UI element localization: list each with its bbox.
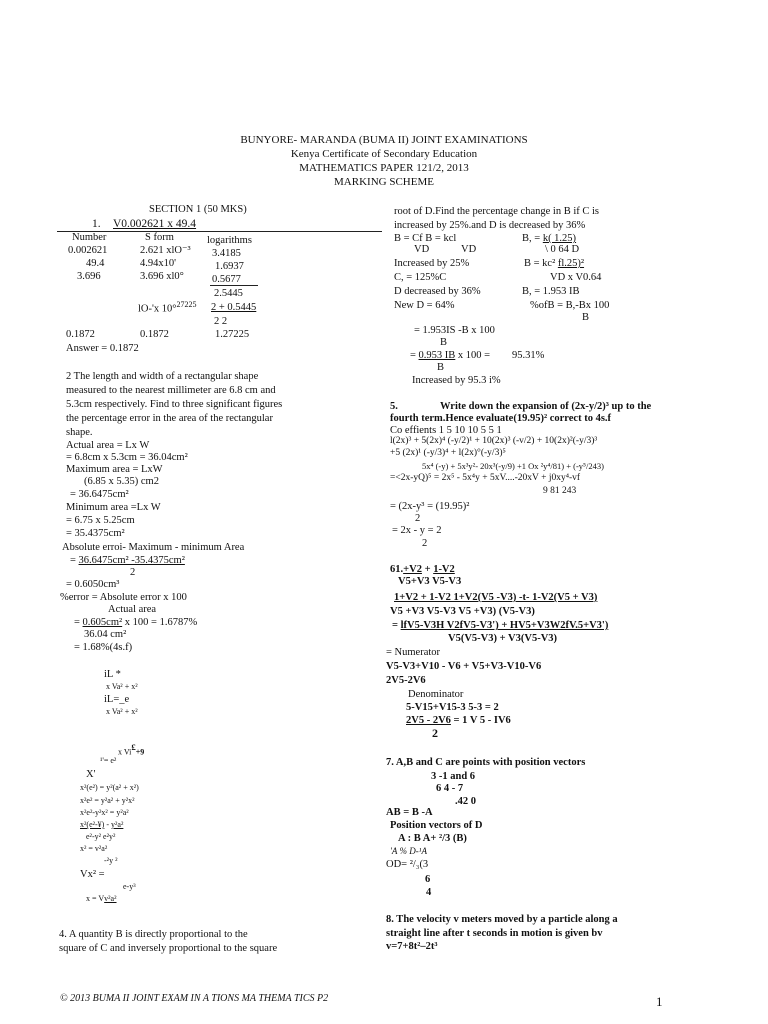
q8-line-1: 8. The velocity v meters moved by a particle along a [386, 914, 618, 925]
q5-number: 5. [390, 401, 398, 412]
q3-a1: iL * [104, 669, 121, 680]
header-title: BUNYORE- MARANDA (BUMA II) JOINT EXAMINATIONS [240, 134, 528, 146]
q6-line-8: V5-V3+V10 - V6 + V5+V3-V10-V6 [386, 661, 542, 672]
q4-cont-line-13: Increased by 95.3 i% [412, 375, 501, 386]
q1-r1-log: 3.4185 [212, 248, 241, 259]
q3-c8: -²y ² [104, 856, 118, 865]
q6-line-7: = Numerator [386, 647, 441, 658]
q1-r3-number: 3.696 [77, 271, 101, 282]
q7-line-4: .42 0 [455, 796, 476, 807]
q4-cont-line-6a: C, = 125%C [394, 272, 447, 283]
q2-line-10 [70, 554, 185, 567]
q4-cont-line-5a: Increased by 25% [394, 258, 470, 269]
q4-cont-b-kc: B = kc² [524, 258, 558, 269]
q1-antilog-base: lO-'x 10° [138, 303, 177, 315]
q6-eq: = [392, 620, 401, 631]
q8-line-2: straight line after t seconds in motion is given bv [386, 928, 603, 939]
q4-line-1: 4. A quantity B is directly proportional to the [59, 929, 248, 940]
q2-line-16: 36.04 cm² [84, 629, 127, 640]
q2-line-11: 2 [130, 567, 136, 578]
q2-line-2: = 6.8cm x 5.3cm = 36.04cm² [66, 452, 188, 463]
q2-statement-4: the percentage error in the area of the rectangular [66, 413, 273, 424]
q3-b1 [118, 742, 144, 759]
q5-line-2: l(2x)³ + 5(2x)⁴ (-y/2)¹ + 10(2x)³ (-v/2) + 10(2x)²(-y/3)³ [390, 436, 598, 446]
q1-sum: 2.5445 [214, 288, 243, 299]
q3-c1: X' [86, 769, 96, 780]
q7-line-9: OD= ²/₃(3 [386, 859, 429, 870]
q7-line-3: 6 4 - 7 [436, 783, 464, 794]
header-subtitle: Kenya Certificate of Secondary Education [290, 148, 478, 160]
q5-line-1: Co effients 1 5 10 10 5 5 1 [390, 425, 502, 436]
q7-line-6: Position vectors of D [390, 820, 483, 831]
page-number: 1 [656, 994, 663, 1009]
q1-final-3: 1.27225 [215, 329, 250, 340]
q1-answer: Answer = 0.1872 [66, 343, 139, 354]
q1-r2-log: 1.6937 [215, 261, 244, 272]
q3-b1-c: +9 [135, 747, 145, 757]
q3-a4: x Va² + x² [106, 707, 138, 716]
q5-line-6: 9 81 243 [543, 486, 577, 496]
q3-c11-a: x = V [86, 894, 105, 903]
q1-antilog [138, 300, 196, 316]
q1-expression: V0.002621 x 49.4 [113, 218, 197, 230]
q2-line-12: = 0.6050cm³ [66, 579, 120, 590]
q6-line-5 [392, 619, 608, 632]
q3-c7: x² = v²a² [80, 844, 108, 853]
q4-cont-line-8c: B [582, 312, 590, 323]
q1-r2-number: 49.4 [86, 258, 105, 269]
q1-r1-sform: 2.621 xlO⁻³ [140, 245, 191, 256]
q2-line-1: Actual area = Lx W [66, 440, 150, 451]
q2-line-7: = 6.75 x 5.25cm [66, 515, 135, 526]
q3-b2: ¹'= e² [100, 756, 117, 765]
q2-statement-1: 2 The length and width of a rectangular shape [66, 371, 259, 382]
q4-cont-line-5b [524, 257, 584, 270]
q1-col-sform: S form [145, 232, 174, 243]
q1-r1-number: 0.002621 [68, 245, 108, 256]
header-scheme: MARKING SCHEME [334, 176, 434, 188]
q1-half: 2 2 [214, 316, 228, 327]
q5-line-4: 5x⁴ (-y) + 5x³y²- 20x³(-y/9) +1 Ox ²y⁴/81) + (-y⁵/243) [422, 461, 604, 471]
q3-a2: x Va² + x² [106, 682, 138, 691]
q1-r2-sform: 4.94x10' [140, 258, 177, 269]
q6-term-1: +V2 [403, 564, 422, 575]
q1-col-number: Number [72, 232, 107, 243]
q5-title-2: fourth term.Hence evaluate(19.95)² correct to 4s.f [390, 413, 612, 424]
q7-line-7: A : B A+ ²/3 (B) [398, 833, 467, 844]
q6-line-12 [406, 714, 511, 727]
q4-cont-line-12: B [437, 362, 445, 373]
q4-cont-eq: = [410, 350, 419, 361]
q4-line-2: square of C and inversely proportional to the square [59, 943, 278, 954]
q2-line-10-eq: = [70, 555, 76, 566]
q7-line-8: 'A % D-¹A [390, 846, 427, 856]
q3-a3: iL=_e [104, 694, 130, 705]
q2-line-3: Maximum area = LxW [66, 464, 163, 475]
q6-line-9: 2V5-2V6 [386, 675, 426, 686]
q4-cont-k: k( 1.25) [542, 233, 577, 244]
q5-title-1: Write down the expansion of (2x-y/2)³ up to the [440, 401, 652, 412]
q4-cont-line-1: root of D.Find the percentage change in B if C is [394, 206, 599, 217]
q6-line-3: 1+V2 + 1-V2 1+V2(V5 -V3) -t- 1-V2(V5 + V3) [394, 592, 598, 603]
q4-cont-line-8a: New D = 64% [394, 300, 455, 311]
q4-cont-num: 0.953 IB [418, 350, 456, 361]
q6-line-6: V5(V5-V3) + V3(V5-V3) [448, 633, 558, 644]
q3-c2: x²(e²) = y²(a² + x²) [80, 783, 139, 792]
q3-c5-a: x²(e²-¥) [80, 820, 105, 829]
q4-cont-x100: x 100 = [455, 350, 491, 361]
q4-cont-fl: fl.25)² [557, 258, 585, 269]
q6-number: 61. [390, 564, 404, 575]
q2-line-13: %error = Absolute error x 100 [60, 592, 187, 603]
q4-cont-line-2: increased by 25%.and D is decreased by 36% [394, 220, 586, 231]
q2-line-14: Actual area [108, 604, 157, 615]
q4-cont-line-11 [410, 349, 490, 362]
q2-line-17: = 1.68%(4s.f) [74, 642, 133, 653]
header-paper: MATHEMATICS PAPER 121/2, 2013 [299, 162, 469, 174]
q3-c5-b: - [104, 820, 112, 829]
q2-line-4: (6.85 x 5.35) cm2 [84, 476, 159, 487]
q2-line-8: = 35.4375cm² [66, 528, 125, 539]
q6-line-13: 2 [432, 726, 438, 740]
q5-line-10: 2 [422, 538, 428, 549]
q5-line-9: = 2x - y = 2 [392, 525, 442, 536]
q2-line-6: Minimum area =Lx W [66, 502, 161, 513]
q7-line-5: AB = B -A [386, 807, 433, 818]
q3-b1-b: £ [131, 742, 136, 752]
q2-line-10-expr: 36.6475cm² -35.4375cm² [78, 555, 185, 566]
q1-sum-rule [210, 285, 258, 286]
q2-statement-3: 5.3cm respectively. Find to three significant figures [66, 399, 283, 410]
q2-line-5: = 36.6475cm² [70, 489, 129, 500]
q2-line-15-rest: x 100 = 1.6787% [122, 617, 198, 628]
q4-cont-line-10: B [440, 337, 448, 348]
q2-statement-2: measured to the nearest millimeter are 6.8 cm and [66, 385, 276, 396]
q4-cont-vd2: VD [461, 244, 477, 255]
q6-frac: 2V5 - 2V6 [406, 715, 451, 726]
q6-numerator: lfV5-V3H V2fV5-V3') + HV5+V3W2fV.5+V3') [400, 620, 609, 631]
section-title: SECTION 1 (50 MKS) [149, 204, 247, 215]
q2-line-9: Absolute erroi- Maximum - minimum Area [62, 542, 245, 553]
q3-c4: x²e²-y²x² = y²a² [80, 808, 129, 817]
q4-cont-line-7a: D decreased by 36% [394, 286, 481, 297]
footer-copyright: © 2013 BUMA II JOINT EXAM IN A TIONS MA THEMA TICS P2 [60, 993, 329, 1004]
q1-antilog-exponent: 27225 [176, 300, 197, 309]
q3-c3: x²e² = y²a² + y²x² [80, 796, 135, 805]
q7-line-1: 7. A,B and C are points with position vectors [386, 757, 586, 768]
q1-col-log: logarithms [207, 235, 252, 246]
q4-cont-line-7b: B, = 1.953 IB [522, 286, 580, 297]
q4-cont-result: 95.31% [512, 350, 545, 361]
q5-line-3: +5 (2x)¹ (-y/3)⁴ + l(2x)°(-y/3)⁵ [390, 448, 506, 458]
q1-plus: 2 + 0.5445 [211, 302, 257, 313]
q4-cont-b1: B, = [522, 233, 543, 244]
q3-c11-b: v²a² [104, 894, 117, 903]
q3-b1-a: x Vi [118, 747, 132, 757]
q3-c9: Vx² = [80, 869, 105, 880]
q2-statement-5: shape. [66, 427, 93, 438]
q2-line-15-eq: = [74, 617, 83, 628]
q4-cont-line-3a: B = Cf B = kcl [394, 233, 457, 244]
q1-final-2: 0.1872 [140, 329, 169, 340]
q6-term-2: 1-V2 [433, 564, 455, 575]
q3-c6: e²-y² e²y² [86, 832, 116, 841]
q7-line-11: 4 [426, 887, 432, 898]
q4-cont-vd1: VD [414, 244, 430, 255]
q2-line-15-num: 0.605cm² [82, 617, 123, 628]
q7-line-2: 3 -1 and 6 [431, 771, 476, 782]
q8-line-3: v=7+8t²–2t³ [386, 941, 438, 952]
q6-plus: + [421, 564, 434, 575]
q4-cont-line-6b: VD x V0.64 [550, 272, 602, 283]
q3-c5-c: y²a² [111, 820, 124, 829]
q4-cont-vd3: \ 0 64 D [545, 244, 580, 255]
q6-line-11: 5-V15+V15-3 5-3 = 2 [406, 702, 499, 713]
q3-c10: e-y³ [123, 882, 136, 891]
q1-r3-log: 0.5677 [212, 274, 241, 285]
q6-line-2: V5+V3 V5-V3 [398, 576, 462, 587]
q6-line-4: V5 +V3 V5-V3 V5 +V3) (V5-V3) [390, 606, 535, 617]
q1-number: 1. [92, 218, 101, 230]
q3-c11 [86, 894, 117, 904]
q3-c5 [80, 820, 123, 830]
q5-line-8: 2 [415, 513, 421, 524]
q4-cont-line-8b: %ofB = B,-Bx 100 [530, 300, 610, 311]
q5-line-5: =<2x-yQ)⁵ = 2x⁵ - 5x⁴y + 5xV....-20xV + j0xy⁴-vf [390, 473, 581, 483]
q6-result: = 1 V 5 - IV6 [450, 715, 511, 726]
q5-line-7: = (2x-y³ = (19.95)² [390, 501, 470, 512]
q6-line-10: Denominator [408, 689, 464, 700]
q1-r3-sform: 3.696 xl0° [140, 271, 184, 282]
q1-final-1: 0.1872 [66, 329, 95, 340]
q4-cont-line-9: = 1.953IS -B x 100 [414, 325, 495, 336]
q7-line-10: 6 [425, 874, 431, 885]
